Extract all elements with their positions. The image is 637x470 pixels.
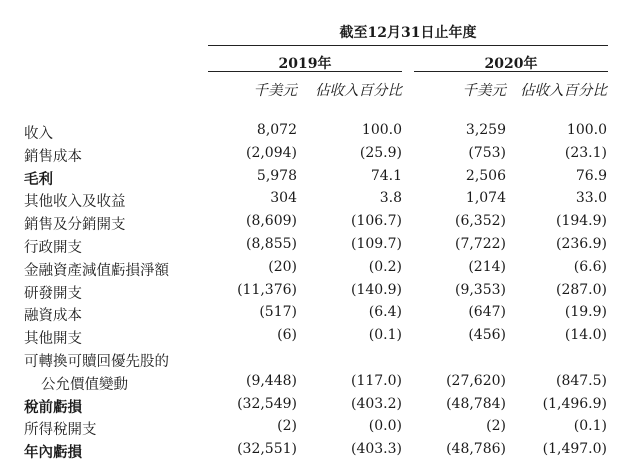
row-label: 毛利	[24, 171, 53, 188]
cell-amount-2019: 5,978	[256, 168, 297, 184]
year-2020-heading: 2020年	[484, 56, 538, 72]
cell-amount-2020: (456)	[468, 327, 506, 343]
cell-amount-2019: (2,094)	[245, 145, 297, 161]
row-label: 融資成本	[24, 308, 82, 324]
cell-amount-2020: (647)	[468, 304, 506, 320]
row-label: 稅前虧損	[24, 399, 82, 416]
cell-amount-2020: (2)	[486, 418, 506, 434]
cell-pct-2019: (0.2)	[368, 259, 402, 275]
cell-pct-2020: (6.6)	[573, 259, 607, 275]
cell-pct-2020: (19.9)	[564, 304, 607, 320]
row-label: 銷售及分銷開支	[24, 217, 126, 233]
cell-pct-2020: 33.0	[575, 190, 607, 206]
row-label: 可轉換可贖回優先股的	[24, 354, 169, 370]
period-rule	[208, 45, 608, 46]
row-label: 所得稅開支	[24, 422, 97, 438]
row-label: 金融資產減值虧損淨額	[24, 263, 169, 279]
cell-amount-2019: (6)	[277, 327, 297, 343]
cell-pct-2020: (847.5)	[555, 373, 607, 389]
cell-pct-2019: (403.2)	[350, 396, 402, 412]
cell-amount-2020: (753)	[468, 145, 506, 161]
cell-pct-2019: (106.7)	[350, 213, 402, 229]
cell-amount-2019: (517)	[259, 304, 297, 320]
cell-pct-2019: (6.4)	[368, 304, 402, 320]
cell-amount-2020: 3,259	[465, 122, 506, 138]
cell-pct-2019: (117.0)	[350, 373, 402, 389]
cell-amount-2020: (6,352)	[454, 213, 506, 229]
cell-amount-2020: 2,506	[465, 168, 506, 184]
cell-amount-2019: (9,448)	[245, 373, 297, 389]
cell-amount-2019: 8,072	[256, 122, 297, 138]
row-label: 年內虧損	[24, 444, 82, 461]
cell-pct-2020: (194.9)	[555, 213, 607, 229]
cell-amount-2020: (48,784)	[446, 396, 506, 412]
unit-pct-2019: 佔收入百分比	[315, 83, 402, 99]
row-label: 其他開支	[24, 331, 82, 347]
cell-pct-2020: (23.1)	[564, 145, 607, 161]
cell-pct-2019: 74.1	[370, 168, 402, 184]
cell-pct-2020: 76.9	[575, 168, 607, 184]
cell-pct-2020: (0.1)	[573, 418, 607, 434]
cell-amount-2019: (32,551)	[237, 441, 297, 457]
cell-amount-2020: (9,353)	[454, 282, 506, 298]
cell-amount-2019: (8,609)	[245, 213, 297, 229]
unit-amount-2020: 千美元	[462, 83, 506, 99]
cell-pct-2019: (140.9)	[350, 282, 402, 298]
cell-pct-2020: (236.9)	[555, 236, 607, 252]
cell-amount-2019: (2)	[277, 418, 297, 434]
row-label: 研發開支	[24, 286, 82, 302]
cell-amount-2019: (32,549)	[237, 396, 297, 412]
cell-pct-2019: (0.0)	[368, 418, 402, 434]
cell-amount-2019: (11,376)	[237, 282, 297, 298]
row-label: 行政開支	[24, 240, 82, 256]
period-heading: 截至12月31日止年度	[339, 25, 477, 41]
cell-pct-2020: (14.0)	[564, 327, 607, 343]
cell-amount-2019: (8,855)	[245, 236, 297, 252]
cell-pct-2020: (1,496.9)	[542, 396, 607, 412]
cell-amount-2020: (27,620)	[446, 373, 506, 389]
year-2019-heading: 2019年	[278, 56, 332, 72]
cell-pct-2020: 100.0	[566, 122, 607, 138]
row-label: 公允價值變動	[41, 377, 128, 393]
cell-amount-2020: (214)	[468, 259, 506, 275]
cell-pct-2020: (287.0)	[555, 282, 607, 298]
row-label: 其他收入及收益	[24, 194, 126, 210]
unit-pct-2020: 佔收入百分比	[520, 83, 607, 99]
cell-pct-2019: (403.3)	[350, 441, 402, 457]
unit-amount-2019: 千美元	[253, 83, 297, 99]
cell-amount-2019: 304	[270, 190, 297, 206]
cell-amount-2020: (7,722)	[454, 236, 506, 252]
cell-amount-2020: 1,074	[465, 190, 506, 206]
cell-pct-2019: (109.7)	[350, 236, 402, 252]
cell-pct-2019: 3.8	[379, 190, 402, 206]
row-label: 銷售成本	[24, 149, 82, 165]
cell-amount-2019: (20)	[268, 259, 297, 275]
cell-pct-2019: (0.1)	[368, 327, 402, 343]
cell-amount-2020: (48,786)	[446, 441, 506, 457]
year-2019-rule	[208, 71, 402, 72]
cell-pct-2019: 100.0	[361, 122, 402, 138]
cell-pct-2019: (25.9)	[359, 145, 402, 161]
row-label: 收入	[24, 126, 53, 142]
year-2020-rule	[414, 71, 608, 72]
cell-pct-2020: (1,497.0)	[542, 441, 607, 457]
